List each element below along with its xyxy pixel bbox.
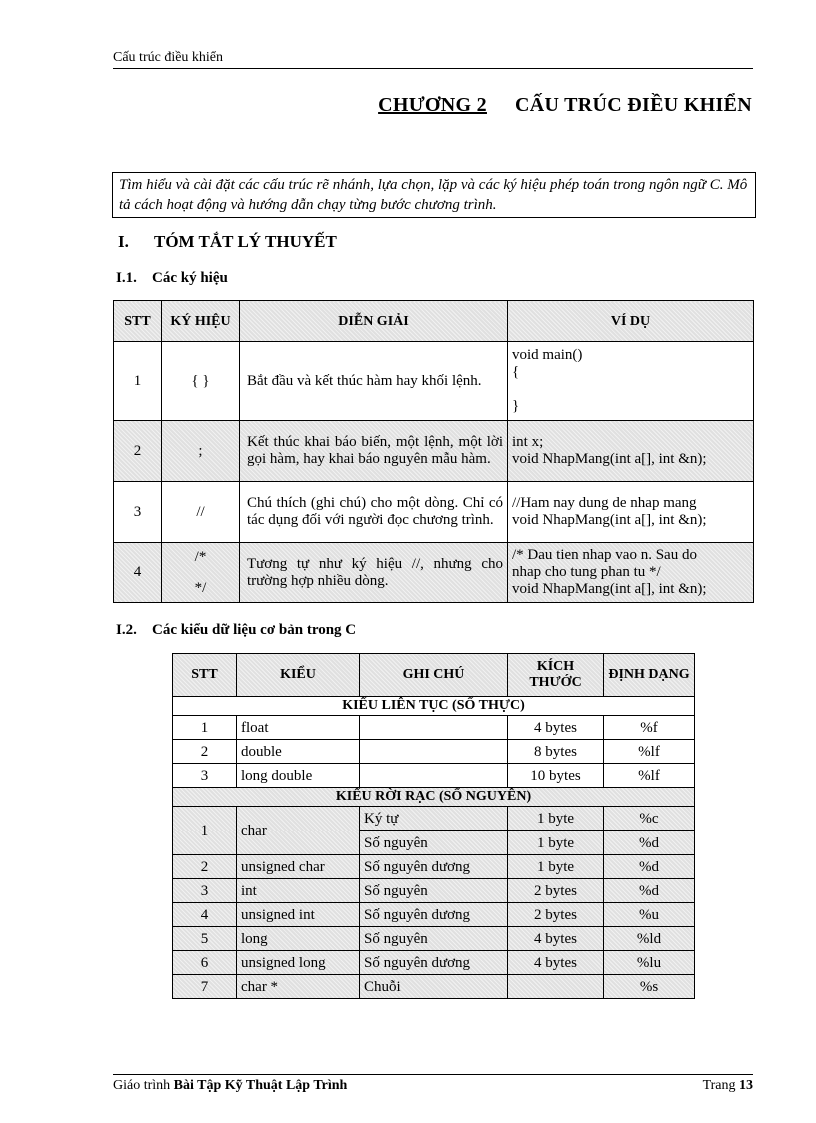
col-header-type: KIỂU: [237, 654, 360, 697]
col-header-size: KÍCH THƯỚC: [508, 654, 604, 697]
subsection-number: I.1.: [116, 270, 137, 286]
row-description: Chú thích (ghi chú) cho một dòng. Chỉ có tác dụng đối với người đọc chương trình.: [240, 482, 508, 543]
cell-type: float: [237, 716, 360, 740]
cell-format: %d: [604, 855, 695, 879]
subsection-title: Các ký hiệu: [152, 270, 228, 286]
chapter-title: [378, 94, 752, 117]
example-line: void NhapMang(int a[], int &n);: [512, 451, 707, 467]
subsection-title: Các kiểu dữ liệu cơ bản trong C: [152, 622, 357, 638]
cell-note: Số nguyên: [360, 927, 508, 951]
example-line: int x;: [512, 434, 544, 450]
chapter-name: CẤU TRÚC ĐIỀU KHIỂN: [514, 94, 752, 116]
row-symbol: [162, 543, 240, 603]
row-description: Tương tự như ký hiệu //, nhưng cho trường hợp nhiều dòng.: [240, 543, 508, 603]
table-header-row: [114, 301, 754, 342]
table-row: [173, 807, 695, 831]
cell-format: %u: [604, 903, 695, 927]
row-stt: 1: [114, 342, 162, 421]
table-row: [173, 927, 695, 951]
example-line: {: [512, 364, 520, 380]
footer-page: [703, 1078, 753, 1094]
footer-book: [113, 1078, 347, 1094]
cell-size: 1 byte: [508, 855, 604, 879]
table-row: [173, 764, 695, 788]
col-header-note: GHI CHÚ: [360, 654, 508, 697]
subsection-heading-datatypes: [116, 622, 356, 639]
footer-book-title: Bài Tập Kỹ Thuật Lập Trình: [173, 1078, 348, 1093]
table-header-row: [173, 654, 695, 697]
cell-size: 2 bytes: [508, 879, 604, 903]
cell-stt: 7: [173, 975, 237, 999]
footer-prefix: Giáo trình: [113, 1078, 171, 1093]
cell-size: [508, 975, 604, 999]
chapter-objectives-box: Tìm hiểu và cài đặt các cấu trúc rẽ nhánh, lựa chọn, lặp và các ký hiệu phép toán trong ngôn ngữ C. Mô tả cách hoạt động và hướng dẫn chạy từng bước chương trình.: [112, 172, 756, 218]
cell-type: double: [237, 740, 360, 764]
cell-type: unsigned long: [237, 951, 360, 975]
example-line: /* Dau tien nhap vao n. Sau do: [512, 547, 697, 563]
table-row: [173, 740, 695, 764]
col-header-description: DIỄN GIẢI: [240, 301, 508, 342]
cell-stt: 3: [173, 764, 237, 788]
table-row: [114, 482, 754, 543]
example-line: void NhapMang(int a[], int &n);: [512, 581, 707, 597]
row-example: [508, 421, 754, 482]
table-row: [173, 716, 695, 740]
cell-size: 4 bytes: [508, 951, 604, 975]
group-row-continuous: [173, 697, 695, 716]
section-heading: [118, 232, 337, 252]
running-header: Cấu trúc điều khiển: [113, 50, 753, 69]
cell-note: [360, 764, 508, 788]
cell-stt: 2: [173, 740, 237, 764]
row-stt: 3: [114, 482, 162, 543]
col-header-example: VÍ DỤ: [508, 301, 754, 342]
col-header-stt: STT: [173, 654, 237, 697]
row-description: Kết thúc khai báo biến, một lệnh, một lời gọi hàm, hay khai báo nguyên mẫu hàm.: [240, 421, 508, 482]
cell-size: 10 bytes: [508, 764, 604, 788]
example-line: [512, 381, 749, 398]
cell-size: 8 bytes: [508, 740, 604, 764]
cell-note: [360, 716, 508, 740]
example-line: void NhapMang(int a[], int &n);: [512, 512, 707, 528]
row-symbol: { }: [162, 342, 240, 421]
cell-stt: 2: [173, 855, 237, 879]
cell-stt: 5: [173, 927, 237, 951]
subsection-number: I.2.: [116, 622, 137, 638]
cell-size: 4 bytes: [508, 927, 604, 951]
cell-type: unsigned int: [237, 903, 360, 927]
row-stt: 2: [114, 421, 162, 482]
cell-stt: 3: [173, 879, 237, 903]
cell-type: long: [237, 927, 360, 951]
group-row-discrete: [173, 788, 695, 807]
cell-type: unsigned char: [237, 855, 360, 879]
subsection-heading-symbols: [116, 270, 228, 287]
symbols-table: [113, 300, 754, 603]
cell-format: %lf: [604, 764, 695, 788]
cell-format: %lf: [604, 740, 695, 764]
cell-note: Số nguyên: [360, 879, 508, 903]
cell-format: %lu: [604, 951, 695, 975]
data-types-table: [172, 653, 695, 999]
cell-note: [360, 740, 508, 764]
cell-size: 2 bytes: [508, 903, 604, 927]
cell-format: %ld: [604, 927, 695, 951]
row-symbol: //: [162, 482, 240, 543]
cell-format: %f: [604, 716, 695, 740]
cell-note: Số nguyên dương: [360, 951, 508, 975]
section-number: I.: [118, 232, 129, 251]
table-row: [114, 421, 754, 482]
cell-type: char: [237, 807, 360, 855]
row-description: Bắt đầu và kết thúc hàm hay khối lệnh.: [240, 342, 508, 421]
table-row: [173, 975, 695, 999]
table-row: [173, 855, 695, 879]
cell-stt: 4: [173, 903, 237, 927]
section-title: TÓM TẮT LÝ THUYẾT: [154, 232, 337, 251]
cell-format: %d: [604, 879, 695, 903]
cell-note: Ký tự: [360, 807, 508, 831]
example-line: //Ham nay dung de nhap mang: [512, 495, 697, 511]
cell-size: 4 bytes: [508, 716, 604, 740]
page-number: 13: [739, 1078, 753, 1093]
cell-format: %d: [604, 831, 695, 855]
example-line: }: [512, 398, 520, 414]
cell-size: 1 byte: [508, 807, 604, 831]
cell-note: Số nguyên: [360, 831, 508, 855]
table-row: [173, 879, 695, 903]
footer-page-label: Trang: [702, 1078, 736, 1093]
cell-note: Số nguyên dương: [360, 903, 508, 927]
chapter-number: CHƯƠNG 2: [378, 94, 487, 116]
cell-note: Chuỗi: [360, 975, 508, 999]
cell-format: %s: [604, 975, 695, 999]
symbol-close: */: [194, 579, 207, 596]
row-example: [508, 482, 754, 543]
col-header-symbol: KÝ HIỆU: [162, 301, 240, 342]
col-header-format: ĐỊNH DẠNG: [604, 654, 695, 697]
cell-size: 1 byte: [508, 831, 604, 855]
symbol-open: /*: [194, 548, 207, 565]
row-example: [508, 543, 754, 603]
group-label: KIỂU LIÊN TỤC (SỐ THỰC): [173, 697, 695, 716]
group-label: KIỂU RỜI RẠC (SỐ NGUYÊN): [173, 788, 695, 807]
example-line: void main(): [512, 347, 583, 363]
cell-type: int: [237, 879, 360, 903]
table-row: [173, 951, 695, 975]
cell-stt: 1: [173, 716, 237, 740]
row-symbol: ;: [162, 421, 240, 482]
example-line: nhap cho tung phan tu */: [512, 564, 661, 580]
cell-stt: 6: [173, 951, 237, 975]
cell-note: Số nguyên dương: [360, 855, 508, 879]
table-row: [173, 903, 695, 927]
page-footer: [113, 1074, 753, 1094]
row-stt: 4: [114, 543, 162, 603]
cell-format: %c: [604, 807, 695, 831]
col-header-stt: STT: [114, 301, 162, 342]
table-row: [114, 342, 754, 421]
cell-type: long double: [237, 764, 360, 788]
row-example: [508, 342, 754, 421]
table-row: [114, 543, 754, 603]
cell-stt: 1: [173, 807, 237, 855]
cell-type: char *: [237, 975, 360, 999]
